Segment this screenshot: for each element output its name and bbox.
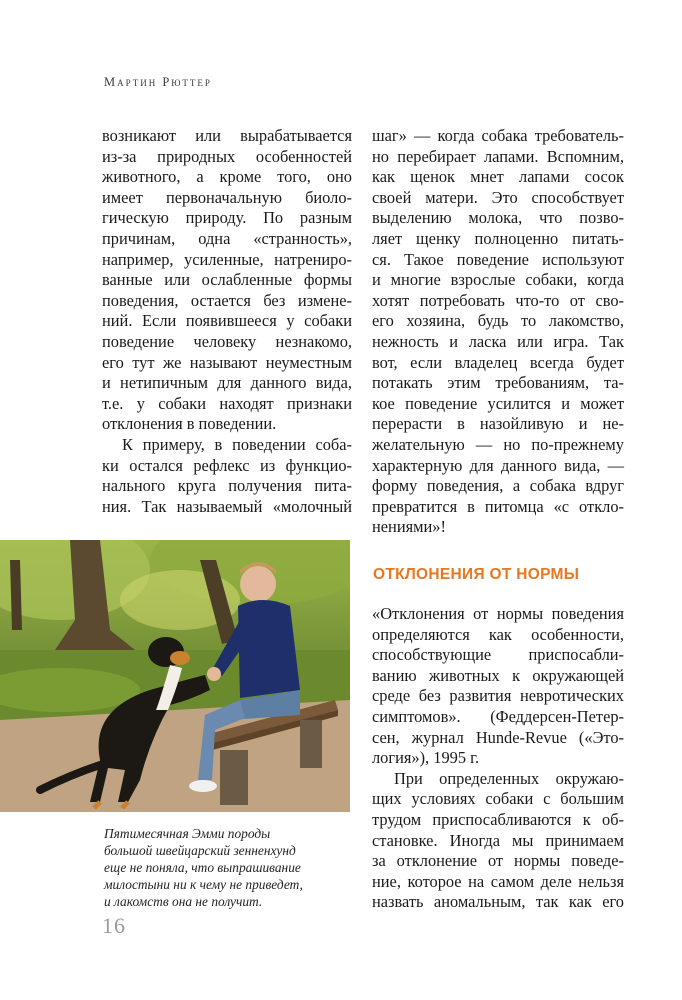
text-line: нального круга получения пита-	[102, 476, 352, 496]
text-line: ванию животных к окружающей	[372, 665, 624, 685]
caption-line: милостыни ни к чему не приведет,	[104, 877, 303, 892]
text-line: его тут же называют неуместным	[102, 352, 352, 372]
text-line: из-за природных особенностей	[102, 146, 352, 166]
text-line: его хозяина, будь то лакомство,	[372, 311, 624, 331]
text-line: животного, а кроме того, оно	[102, 167, 352, 187]
dog-photo-illustration	[0, 540, 350, 812]
text-line: отклонения в поведении.	[102, 414, 277, 434]
text-line: щих условиях собаки с большим	[372, 789, 624, 809]
text-line: например, усиленные, натрениро-	[102, 249, 352, 269]
text-line: ние, которое на самом деле нельзя	[372, 871, 624, 891]
text-line: ся. Такое поведение используют	[372, 249, 624, 269]
text-line: кое поведение усилится и может	[372, 393, 624, 413]
text-line: назвать аномальным, так как его	[372, 892, 624, 912]
text-line: «Отклонения от нормы поведения	[372, 604, 624, 623]
caption-line: большой швейцарский зенненхунд	[104, 843, 296, 858]
text-line: но перебирает лапами. Вспомним,	[372, 146, 624, 166]
text-line: определяются как особенности,	[372, 624, 624, 644]
text-line: нениями»!	[372, 517, 446, 537]
text-line: поведения, остается без измене-	[102, 290, 352, 310]
section-body-text	[372, 604, 624, 913]
text-line: логия»), 1995 г.	[372, 748, 480, 768]
text-line: и нетипичным для данного вида,	[102, 373, 352, 393]
text-line: как щенок мнет лапами сосок	[372, 167, 624, 187]
left-column-text	[102, 126, 352, 517]
text-line: симптомов». (Феддерсен-Петер-	[372, 706, 624, 726]
text-line: нежность и ласка или игра. Так	[372, 331, 624, 351]
text-line: способствующие приспосабли-	[372, 645, 624, 665]
text-line: своей матери. Это способствует	[372, 187, 624, 207]
text-line: ляет щенку полноценно питать-	[372, 228, 624, 248]
text-line: вот, если владелец всегда будет	[372, 352, 624, 372]
text-line: перерасти в назойливую и не-	[372, 414, 624, 434]
text-line: среде без развития невротических	[372, 686, 624, 706]
text-line: выделению молока, что позво-	[372, 208, 624, 228]
caption-line: еще не поняла, что выпрашивание	[104, 860, 301, 875]
caption-line: и лакомств она не получит.	[104, 894, 263, 909]
text-line: поведение человеку незнакомо,	[102, 331, 352, 351]
text-line: превратится в питомца «с откло-	[372, 496, 624, 516]
page-number: 16	[102, 913, 126, 938]
right-column-text	[372, 126, 624, 538]
text-line: шаг» — когда собака требователь-	[372, 126, 624, 145]
text-line: При определенных окружаю-	[394, 768, 624, 788]
photo-caption	[104, 825, 350, 910]
caption-line: Пятимесячная Эмми породы	[104, 826, 271, 841]
text-line: характерную для данного вида, —	[372, 455, 624, 475]
text-line: желательную — но по-прежнему	[372, 434, 624, 454]
running-head: Мартин Рюттер	[104, 75, 212, 89]
text-line: т.е. у собаки находят признаки	[102, 393, 352, 413]
text-line: К примеру, в поведении соба-	[122, 434, 352, 454]
text-line: и многие взрослые собаки, когда	[372, 270, 624, 290]
text-line: имеет первоначальную биоло-	[102, 187, 352, 207]
text-line: гическую природу. По разным	[102, 208, 352, 228]
text-line: возникают или вырабатывается	[102, 126, 352, 145]
text-line: потакать этим требованиям, та-	[372, 373, 624, 393]
text-line: ний. Если появившееся у собаки	[102, 311, 352, 331]
dog-photo	[0, 540, 350, 812]
text-line: за отклонение от нормы поведе-	[372, 851, 624, 871]
text-line: становке. Иногда мы принимаем	[372, 830, 624, 850]
text-line: трудом приспосабливаются к об-	[372, 809, 624, 829]
text-line: причинам, одна «странность»,	[102, 228, 352, 248]
text-line: форму поведения, а собака вдруг	[372, 476, 624, 496]
text-line: ки остался рефлекс из функцио-	[102, 455, 352, 475]
section-heading: ОТКЛОНЕНИЯ ОТ НОРМЫ	[373, 566, 580, 583]
text-line: ния. Так называемый «молочный	[102, 496, 352, 516]
text-line: ванные или ослабленные формы	[102, 270, 352, 290]
text-line: сен, журнал Hunde-Revue («Это-	[372, 727, 624, 747]
text-line: хотят потребовать что-то от сво-	[372, 290, 624, 310]
